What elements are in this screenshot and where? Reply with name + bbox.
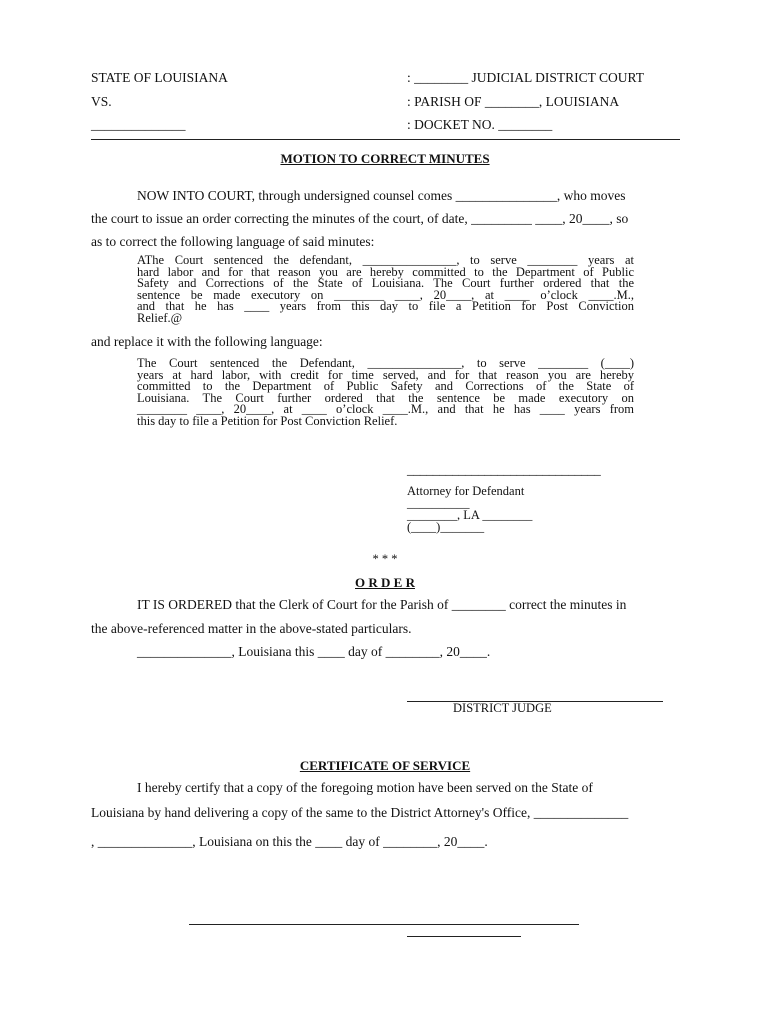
motion-title: MOTION TO CORRECT MINUTES — [280, 151, 490, 166]
attorney-label: Attorney for Defendant — [407, 484, 525, 498]
caption-vs: VS. — [91, 94, 112, 109]
replacement-quote-line: Louisiana. The Court further ordered that the sentence be made executory on — [137, 390, 634, 405]
caption-parish: : PARISH OF ________, LOUISIANA — [407, 94, 620, 109]
original-quote-line: Relief.@ — [137, 310, 183, 325]
service-signature-line — [189, 924, 579, 925]
replacement-quote-line: years at hard labor, with credit for time served, and for that reason you are hereby — [137, 367, 634, 382]
replace-intro: and replace it with the following language: — [91, 334, 323, 349]
motion-intro-line2: the court to issue an order correcting the minutes of the court, of date, _________ ____, 20____, so — [91, 211, 629, 226]
original-quote-line: hard labor and for that reason you are hereby committed to the Department of Public — [137, 264, 634, 279]
certificate-line1: I hereby certify that a copy of the foregoing motion have been served on the State of — [137, 780, 593, 795]
certificate-line2: Louisiana by hand delivering a copy of the same to the District Attorney's Office, ______________ — [91, 805, 629, 820]
certificate-line3: , ______________, Louisiana on this the ____ day of ________, 20____. — [91, 834, 488, 849]
attorney-phone: (____)_______ — [407, 520, 485, 534]
original-quote-line: Safety and Corrections of the State of Louisiana. The Court further ordered that the — [137, 276, 634, 290]
caption-docket: : DOCKET NO. ________ — [407, 117, 553, 132]
attorney-blank: __________ — [407, 496, 470, 510]
service-signature-subline — [407, 936, 521, 937]
original-quote-line: and that he has ____ years from this day to file a Petition for Post Conviction — [137, 299, 634, 313]
caption-state: STATE OF LOUISIANA — [91, 70, 228, 85]
motion-intro-line3: as to correct the following language of said minutes: — [91, 234, 375, 249]
replacement-quote-line: The Court sentenced the Defendant, _______________, to serve ________ (____) — [137, 356, 634, 370]
original-quote-line: sentence be made executory on ________ ____, 20____, at ____ o’clock ____.M., — [137, 287, 634, 302]
caption-party-blank: ______________ — [91, 117, 186, 132]
attorney-signature-line: ______________________________ — [407, 462, 601, 477]
replacement-quote-line: this day to file a Petition for Post Conviction Relief. — [137, 413, 398, 428]
caption-court: : ________ JUDICIAL DISTRICT COURT — [407, 70, 644, 85]
order-line1: IT IS ORDERED that the Clerk of Court for the Parish of ________ correct the minutes in — [137, 597, 627, 612]
certificate-title: CERTIFICATE OF SERVICE — [299, 758, 471, 773]
caption-divider — [91, 139, 680, 140]
order-date-line: ______________, Louisiana this ____ day of ________, 20____. — [137, 644, 491, 659]
order-title: O R D E R — [355, 575, 415, 590]
order-line2: the above-referenced matter in the above-stated particulars. — [91, 621, 412, 636]
original-quote-line: AThe Court sentenced the defendant, _______________, to serve ________ years at — [137, 253, 634, 267]
attorney-city: ________, LA ________ — [407, 508, 533, 522]
motion-intro-line1: NOW INTO COURT, through undersigned counsel comes _______________, who moves — [137, 188, 626, 203]
replacement-quote-line: committed to the Department of Public Safety and Corrections of the State of — [137, 379, 634, 393]
section-separator: * * * — [372, 552, 398, 566]
judge-label: DISTRICT JUDGE — [453, 701, 552, 715]
replacement-quote-line: ________ ____, 20____, at ____ o’clock ____.M., and that he has ____ years from — [137, 402, 634, 416]
replacement-quote-block — [137, 358, 634, 427]
original-quote-block — [137, 255, 634, 324]
